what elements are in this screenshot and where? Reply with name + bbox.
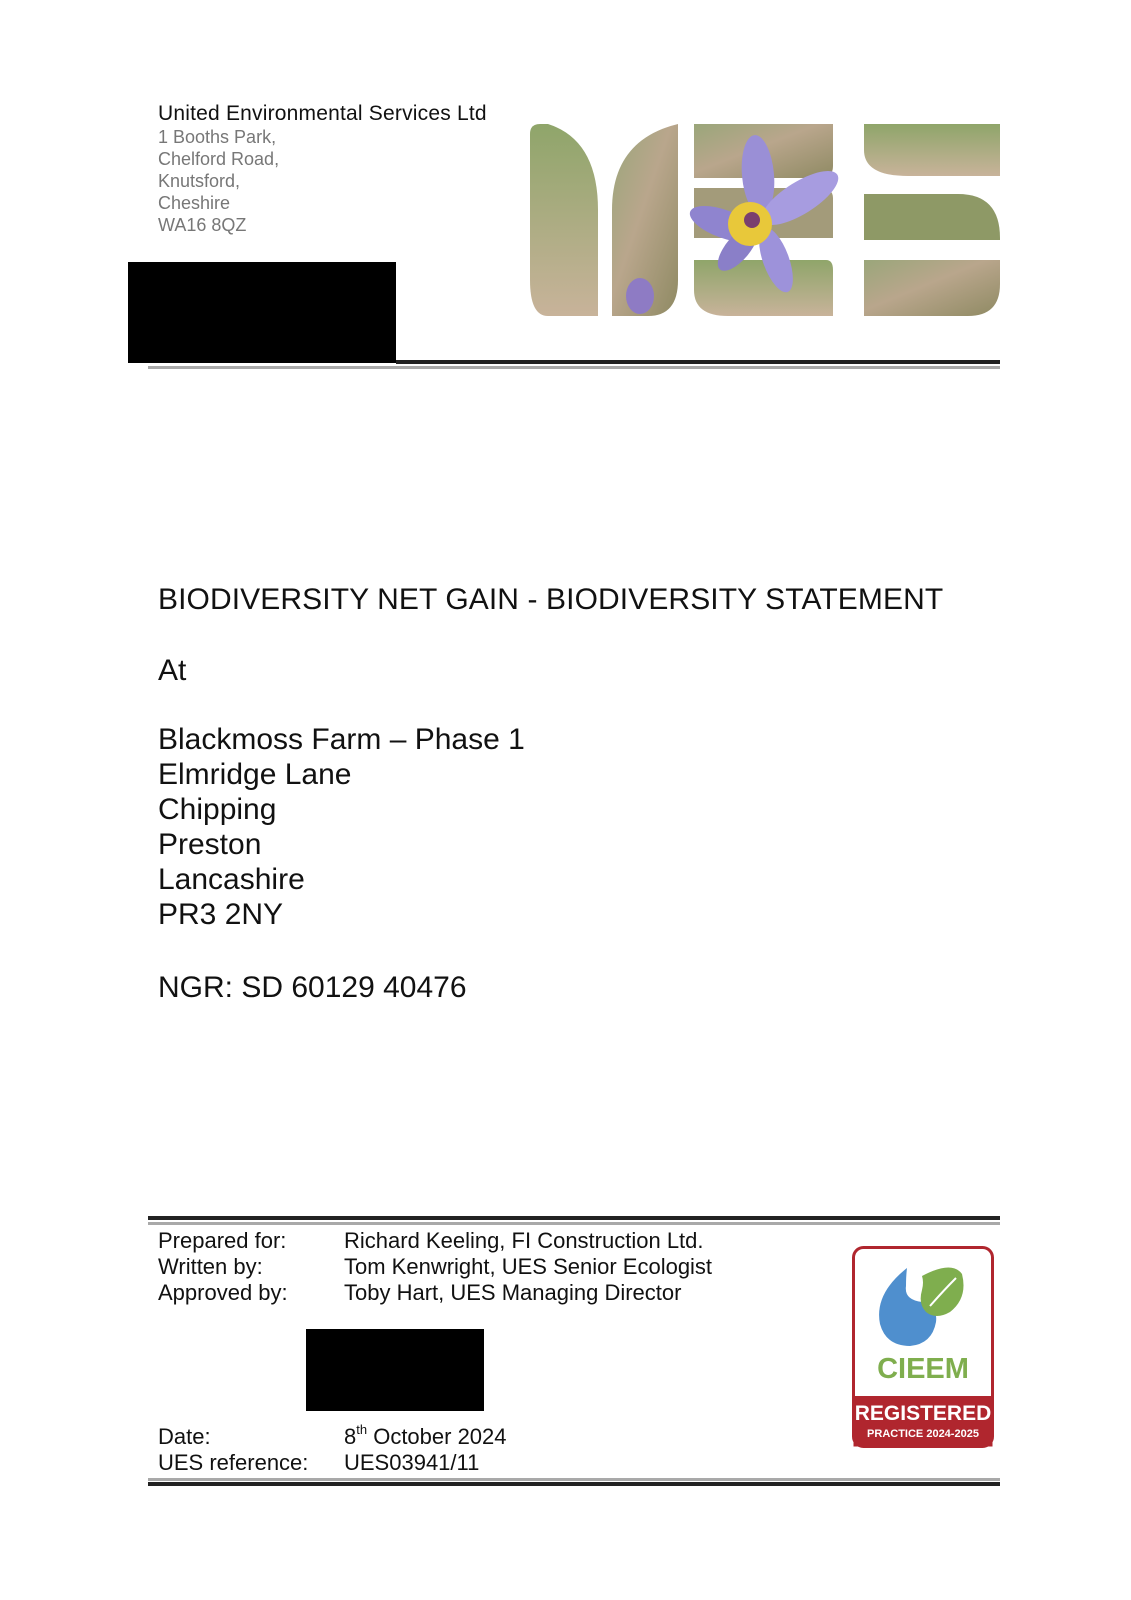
- date-label: Date:: [158, 1424, 211, 1449]
- site-address-line: Lancashire: [158, 863, 305, 896]
- approved-by-value: Toby Hart, UES Managing Director: [344, 1280, 682, 1305]
- header-rule-light: [148, 366, 1000, 369]
- registered-label: REGISTERED: [854, 1402, 992, 1425]
- cieem-wordmark: CIEEM: [877, 1353, 969, 1385]
- site-address-block: [158, 722, 525, 932]
- footer-bottom-rule-light: [148, 1478, 1000, 1481]
- approved-by-label: Approved by:: [158, 1280, 288, 1305]
- date-day: 8: [344, 1424, 357, 1449]
- site-address-line: Preston: [158, 828, 262, 861]
- reference-value: UES03941/11: [344, 1450, 480, 1475]
- company-address-block: [158, 102, 487, 236]
- written-by-label: Written by:: [158, 1254, 263, 1279]
- date-suffix: th: [356, 1421, 368, 1437]
- redacted-block: [128, 262, 396, 363]
- prepared-for-label: Prepared for:: [158, 1228, 287, 1253]
- redacted-signature-block: [306, 1329, 484, 1411]
- site-address-line: PR3 2NY: [158, 898, 284, 931]
- date-value: [344, 1421, 507, 1450]
- prepared-for-value: Richard Keeling, FI Construction Ltd.: [344, 1228, 704, 1253]
- ues-logo: [528, 120, 1000, 322]
- company-name: United Environmental Services Ltd: [158, 102, 487, 125]
- document-title: BIODIVERSITY NET GAIN - BIODIVERSITY STATEMENT: [158, 583, 944, 616]
- footer-rule: [148, 1216, 1000, 1220]
- site-address-line: Elmridge Lane: [158, 758, 352, 791]
- grid-reference: NGR: SD 60129 40476: [158, 971, 467, 1004]
- site-address-line: Chipping: [158, 793, 277, 826]
- reference-label: UES reference:: [158, 1450, 309, 1475]
- address-line: 1 Booths Park,: [158, 127, 277, 147]
- footer-rule-light: [148, 1222, 1000, 1225]
- address-line: Chelford Road,: [158, 149, 280, 169]
- header-rule: [396, 360, 1000, 364]
- footer-bottom-rule: [148, 1482, 1000, 1486]
- date-rest: October 2024: [367, 1424, 507, 1449]
- cieem-registered-badge: [852, 1246, 994, 1448]
- address-line: Knutsford,: [158, 171, 241, 191]
- practice-label: PRACTICE 2024-2025: [867, 1428, 979, 1440]
- at-label: At: [158, 654, 187, 687]
- address-line: WA16 8QZ: [158, 215, 247, 235]
- site-address-line: Blackmoss Farm – Phase 1: [158, 723, 525, 756]
- address-line: Cheshire: [158, 193, 231, 213]
- written-by-value: Tom Kenwright, UES Senior Ecologist: [344, 1254, 713, 1279]
